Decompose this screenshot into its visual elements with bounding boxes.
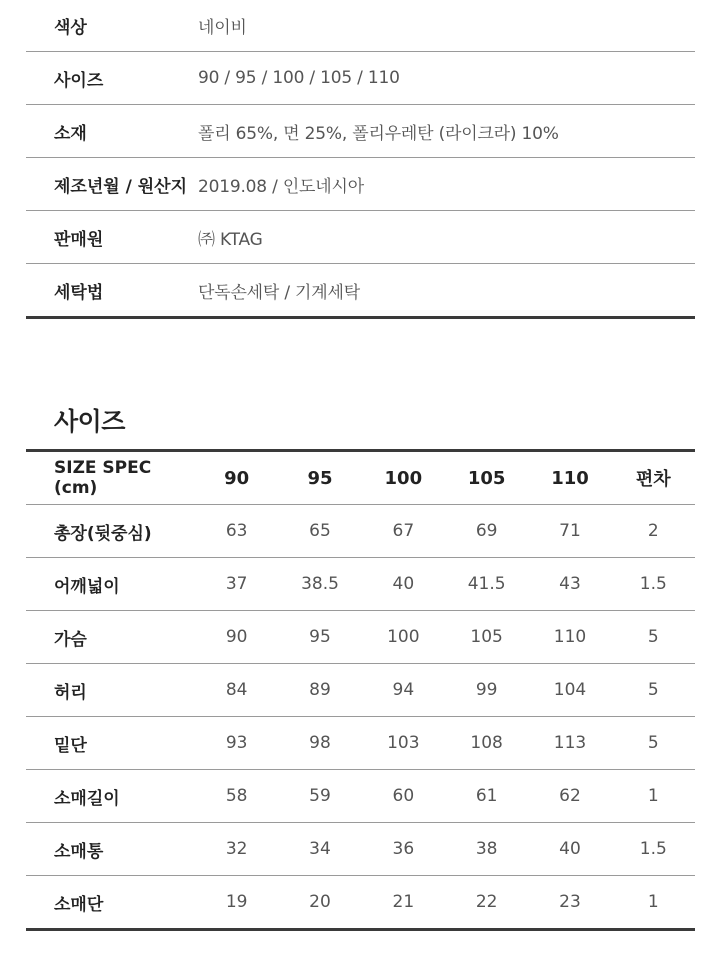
info-row-seller — [26, 211, 695, 264]
info-label: 판매원 — [26, 211, 198, 264]
table-row — [26, 505, 695, 558]
cell: 43 — [528, 558, 611, 611]
cell: 1.5 — [612, 823, 695, 876]
cell: 20 — [278, 876, 361, 930]
info-row-material — [26, 105, 695, 158]
cell: 105 — [445, 611, 528, 664]
table-row — [26, 611, 695, 664]
cell: 1 — [612, 770, 695, 823]
cell: 5 — [612, 664, 695, 717]
table-row — [26, 823, 695, 876]
row-label: 소매통 — [26, 823, 195, 876]
cell: 100 — [362, 611, 445, 664]
table-row — [26, 558, 695, 611]
info-row-origin — [26, 158, 695, 211]
table-row — [26, 717, 695, 770]
cell: 1.5 — [612, 558, 695, 611]
cell: 40 — [362, 558, 445, 611]
cell: 67 — [362, 505, 445, 558]
cell: 58 — [195, 770, 278, 823]
cell: 98 — [278, 717, 361, 770]
cell: 93 — [195, 717, 278, 770]
row-label: 총장(뒷중심) — [26, 505, 195, 558]
cell: 108 — [445, 717, 528, 770]
cell: 19 — [195, 876, 278, 930]
size-header-90: 90 — [195, 451, 278, 505]
info-value: 네이비 — [198, 0, 695, 52]
cell: 32 — [195, 823, 278, 876]
info-value: ㈜ KTAG — [198, 211, 695, 264]
size-spec-header-row — [26, 451, 695, 505]
cell: 1 — [612, 876, 695, 930]
cell: 37 — [195, 558, 278, 611]
size-section-title: 사이즈 — [54, 407, 125, 436]
cell: 113 — [528, 717, 611, 770]
info-value: 2019.08 / 인도네시아 — [198, 158, 695, 211]
cell: 99 — [445, 664, 528, 717]
cell: 90 — [195, 611, 278, 664]
info-value: 폴리 65%, 면 25%, 폴리우레탄 (라이크라) 10% — [198, 105, 695, 158]
cell: 69 — [445, 505, 528, 558]
cell: 104 — [528, 664, 611, 717]
row-label: 밑단 — [26, 717, 195, 770]
cell: 62 — [528, 770, 611, 823]
table-row — [26, 770, 695, 823]
info-label: 사이즈 — [26, 52, 198, 105]
row-label: 가슴 — [26, 611, 195, 664]
info-label: 제조년월 / 원산지 — [26, 158, 198, 211]
info-label: 세탁법 — [26, 264, 198, 318]
size-spec-header: SIZE SPEC (cm) — [26, 451, 195, 505]
cell: 5 — [612, 717, 695, 770]
info-row-size — [26, 52, 695, 105]
size-header-105: 105 — [445, 451, 528, 505]
cell: 110 — [528, 611, 611, 664]
cell: 94 — [362, 664, 445, 717]
cell: 2 — [612, 505, 695, 558]
cell: 41.5 — [445, 558, 528, 611]
info-label: 색상 — [26, 0, 198, 52]
cell: 34 — [278, 823, 361, 876]
cell: 22 — [445, 876, 528, 930]
cell: 65 — [278, 505, 361, 558]
table-row — [26, 876, 695, 930]
row-label: 소매길이 — [26, 770, 195, 823]
info-label: 소재 — [26, 105, 198, 158]
size-spec-table — [26, 449, 695, 931]
cell: 71 — [528, 505, 611, 558]
cell: 61 — [445, 770, 528, 823]
cell: 63 — [195, 505, 278, 558]
cell: 60 — [362, 770, 445, 823]
info-value: 90 / 95 / 100 / 105 / 110 — [198, 52, 695, 105]
cell: 21 — [362, 876, 445, 930]
deviation-header: 편차 — [612, 451, 695, 505]
cell: 84 — [195, 664, 278, 717]
cell: 36 — [362, 823, 445, 876]
cell: 95 — [278, 611, 361, 664]
cell: 40 — [528, 823, 611, 876]
row-label: 소매단 — [26, 876, 195, 930]
row-label: 어깨넓이 — [26, 558, 195, 611]
cell: 59 — [278, 770, 361, 823]
cell: 89 — [278, 664, 361, 717]
cell: 103 — [362, 717, 445, 770]
info-row-color — [26, 0, 695, 52]
info-value: 단독손세탁 / 기계세탁 — [198, 264, 695, 318]
cell: 23 — [528, 876, 611, 930]
cell: 38 — [445, 823, 528, 876]
size-header-110: 110 — [528, 451, 611, 505]
cell: 38.5 — [278, 558, 361, 611]
size-header-95: 95 — [278, 451, 361, 505]
row-label: 허리 — [26, 664, 195, 717]
info-row-washing — [26, 264, 695, 318]
table-row — [26, 664, 695, 717]
size-header-100: 100 — [362, 451, 445, 505]
cell: 5 — [612, 611, 695, 664]
product-info-table — [26, 0, 695, 319]
